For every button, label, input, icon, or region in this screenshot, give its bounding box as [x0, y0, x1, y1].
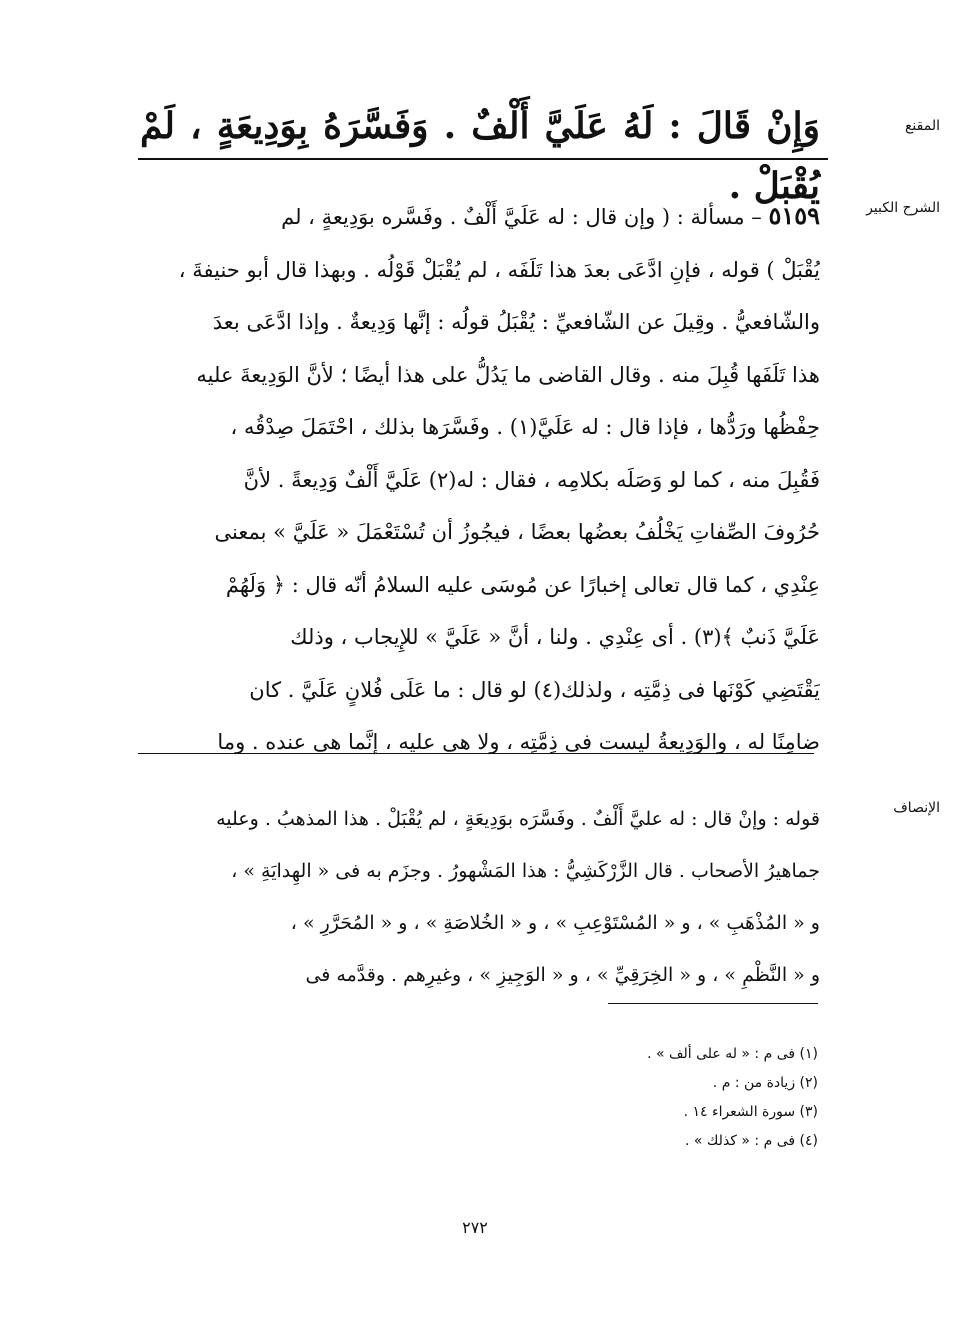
- footnotes: [400, 1040, 818, 1156]
- sharh-line: والشّافعيُّ . وقِيلَ عن الشّافعيِّ : يُقْبَلُ قولُه : إنَّها وَدِيعةٌ . وإذا ادَّعَى بعدَ: [212, 310, 820, 334]
- footnote-rule: [608, 1003, 818, 1004]
- sharh-line: عَلَيَّ ذَنبٌ ﴾(٣) . أى عِنْدِي . ولنا ، أنَّ « عَلَيَّ » للإِيجاب ، وذلك: [290, 625, 820, 649]
- sharh-line: ضامِنًا له ، والوَدِيعةُ ليست فى ذِمَّتِه ، ولا هى عليه ، إنَّما هى عنده . وما: [217, 730, 820, 754]
- insaf-line: و « النَّظْمِ » ، و « الخِرَقِيِّ » ، و « الوَجِيزِ » ، وغيرِهم . وقدَّمه فى: [305, 964, 820, 986]
- sharh-label: الشرح الكبير: [866, 200, 940, 216]
- footnote: (٤) فى م : « كذلك » .: [684, 1133, 818, 1149]
- sharh-line: حُرُوفَ الصِّفاتِ يَخْلُفُ بعضُها بعضًا ، فيجُوزُ أن تُسْتَعْمَلَ « عَلَيَّ » بمعنى: [214, 520, 820, 544]
- sharh-line: حِفْظُها ورَدُّها ، فإذا قال : له عَلَيَّ(١) . وفَسَّرَها بذلك ، احْتَمَلَ صِدْقُه ،: [230, 415, 820, 439]
- sharh-line: يُقْبَلْ ) قوله ، فإنِ ادَّعَى بعدَ هذا تَلَفَه ، لم يُقْبَلْ قَوْلُه . وبهذا قال أبو حنيفةَ ،: [178, 257, 820, 282]
- insaf-text: [140, 793, 820, 1001]
- insaf-line: و « المُذْهَبِ » ، و « المُسْتَوْعِبِ » ، و « الخُلاصَةِ » ، و « المُحَرَّرِ » ،: [290, 912, 820, 934]
- sharh-line: فَقُبِلَ منه ، كما لو وَصَلَه بكلامِه ، فقال : له(٢) عَلَيَّ أَلْفٌ وَدِيعةً . لأنَّ: [243, 467, 820, 492]
- sharh-line: ٥١٥٩ – مسألة : ( وإن قال : له عَلَيَّ أَلْفٌ . وفَسَّره بوَدِيعةٍ ، لم: [281, 201, 820, 230]
- insaf-line: قوله : وإنْ قال : له عليَّ أَلْفٌ . وفَسَّرَه بوَدِيعَةٍ ، لم يُقْبَلْ . هذا المذهبُ . وعليه: [216, 808, 820, 830]
- sharh-line: عِنْدِي ، كما قال تعالى إخبارًا عن مُوسَى عليه السلامُ أنّه قال : ﴿ وَلَهُمْ: [225, 572, 820, 597]
- sharh-rule: [138, 753, 814, 754]
- page-number: ٢٧٢: [462, 1218, 488, 1237]
- footnote: (١) فى م : « له على ألف » .: [647, 1046, 818, 1062]
- insaf-label: الإنصاف: [893, 800, 940, 816]
- sharh-text: [140, 190, 820, 769]
- sharh-line: يَقْتَضِي كَوْنَها فى ذِمَّتِه ، ولذلك(٤) لو قال : ما عَلَى فُلانٍ عَلَيَّ . كان: [249, 677, 820, 702]
- footnote: (٢) زيادة من : م .: [712, 1075, 818, 1091]
- insaf-line: جماهيرُ الأصحاب . قال الزَّرْكَشِيُّ : هذا المَشْهورُ . وجزَم به فى « الهِدايَةِ » ،: [231, 860, 820, 882]
- issue-number: ٥١٥٩: [768, 201, 820, 230]
- sharh-line: هذا تَلَفَها قُبِلَ منه . وقال القاضى ما يَدُلُّ على هذا أيضًا ؛ لأنَّ الوَدِيعةَ عليه: [196, 362, 820, 387]
- muqni-rule: [138, 158, 828, 160]
- muqni-label: المقنع: [904, 118, 940, 134]
- muqni-text: وَإِنْ قَالَ : لَهُ عَلَيَّ أَلْفٌ . وَفَسَّرَهُ بِوَدِيعَةٍ ، لَمْ يُقْبَلْ .: [140, 105, 820, 207]
- footnote: (٣) سورة الشعراء ١٤ .: [683, 1104, 818, 1120]
